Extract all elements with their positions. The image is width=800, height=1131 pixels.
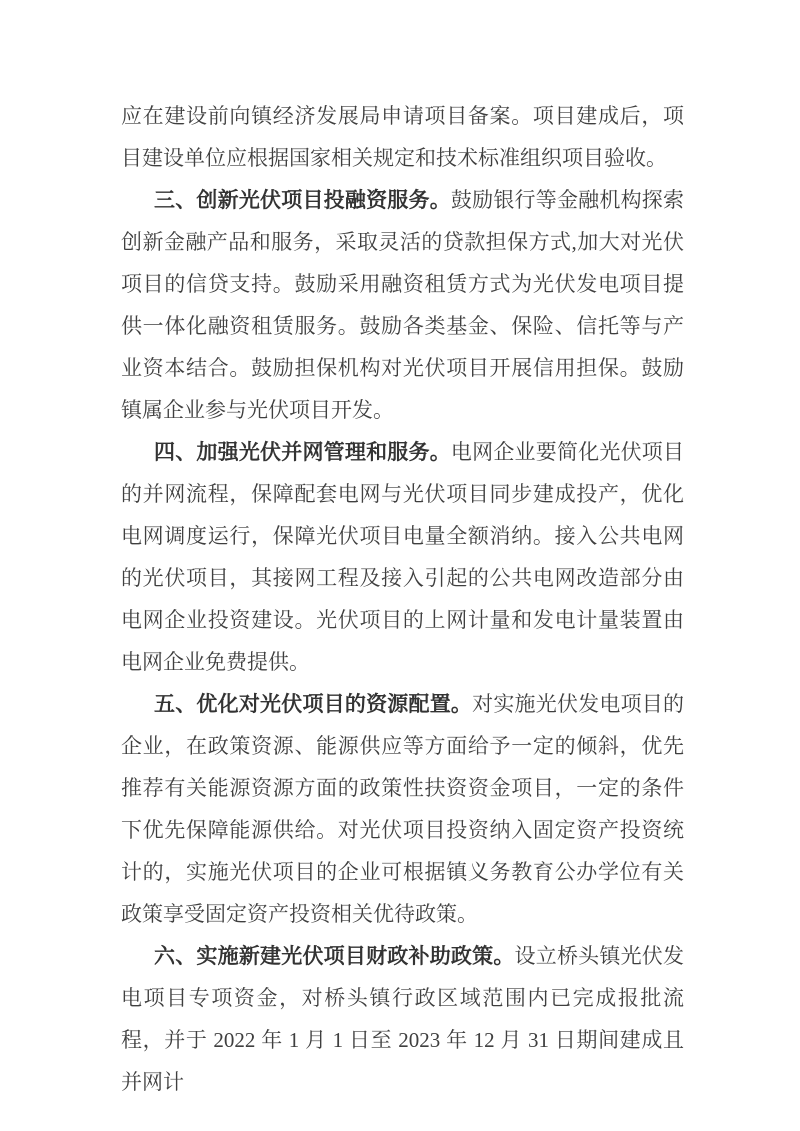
paragraph-heading: 五、优化对光伏项目的资源配置。 — [154, 692, 473, 716]
paragraph-section-6 — [121, 935, 684, 1103]
paragraph-heading: 六、实施新建光伏项目财政补助政策。 — [154, 944, 515, 968]
paragraph-section-5 — [121, 683, 684, 935]
paragraph-text: 应在建设前向镇经济发展局申请项目备案。项目建成后，项目建设单位应根据国家相关规定和技术标准组织项目验收。 — [121, 104, 684, 170]
paragraph-heading: 四、加强光伏并网管理和服务。 — [154, 440, 451, 464]
paragraph-heading: 三、创新光伏项目投融资服务。 — [154, 188, 451, 212]
paragraph-section-4 — [121, 431, 684, 683]
paragraph-section-3 — [121, 179, 684, 431]
paragraph-text: 鼓励银行等金融机构探索创新金融产品和服务，采取灵活的贷款担保方式,加大对光伏项目的信贷支持。鼓励采用融资租赁方式为光伏发电项目提供一体化融资租赁服务。鼓励各类基金、保险、信托等与产业资本结合。鼓励担保机构对光伏项目开展信用担保。鼓励镇属企业参与光伏项目开发。 — [121, 188, 685, 422]
paragraph-text: 对实施光伏发电项目的企业，在政策资源、能源供应等方面给予一定的倾斜，优先推荐有关能源资源方面的政策性扶资资金项目，一定的条件下优先保障能源供给。对光伏项目投资纳入固定资产投资统计的，实施光伏项目的企业可根据镇义务教育公办学位有关政策享受固定资产投资相关优待政策。 — [121, 692, 684, 926]
paragraph-continuation — [121, 95, 684, 179]
paragraph-text: 电网企业要简化光伏项目的并网流程，保障配套电网与光伏项目同步建成投产，优化电网调度运行，保障光伏项目电量全额消纳。接入公共电网的光伏项目，其接网工程及接入引起的公共电网改造部分由电网企业投资建设。光伏项目的上网计量和发电计量装置由电网企业免费提供。 — [121, 440, 685, 674]
paragraph-text: 设立桥头镇光伏发电项目专项资金，对桥头镇行政区域范围内已完成报批流程，并于 2022 年 1 月 1 日至 2023 年 12 月 31 日期间建成且并网计 — [121, 944, 685, 1094]
